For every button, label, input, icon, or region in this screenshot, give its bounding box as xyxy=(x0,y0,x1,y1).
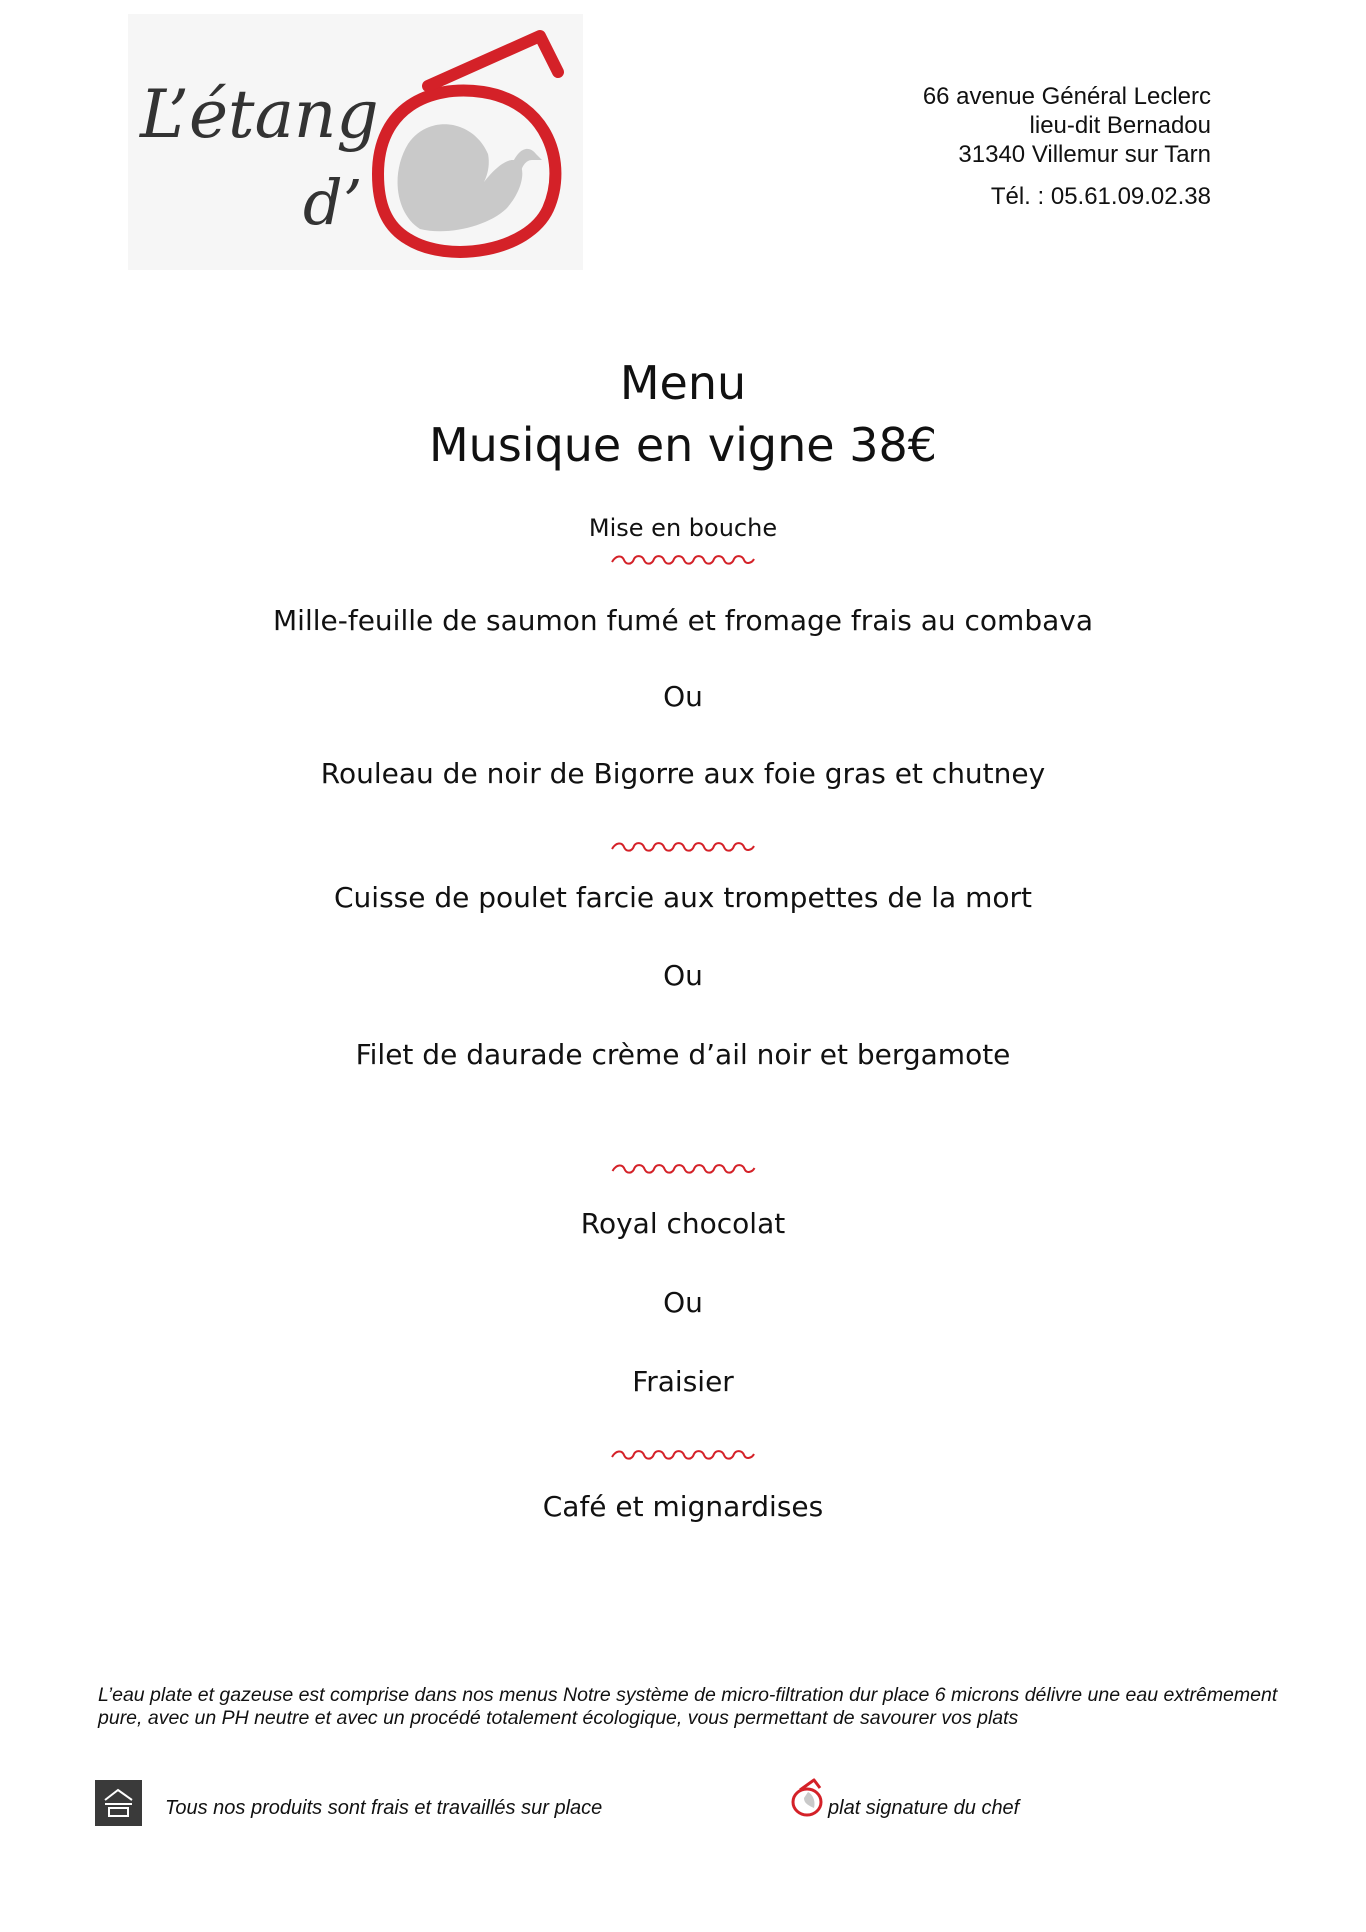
ornament-icon xyxy=(608,1448,758,1462)
ornament-divider-1 xyxy=(0,552,1366,566)
dessert-option-2: Fraisier xyxy=(632,1365,734,1398)
ornament-divider-4 xyxy=(0,1447,1366,1461)
starter-option-2: Rouleau de noir de Bigorre aux foie gras et chutney xyxy=(320,757,1046,790)
house-made-icon xyxy=(95,1780,142,1826)
logo-text-line1: L’étang xyxy=(140,76,379,153)
or-label-2: Ou xyxy=(663,959,703,992)
signature-o-icon xyxy=(790,1776,828,1818)
main-option-1: Cuisse de poulet farcie aux trompettes de la mort xyxy=(334,881,1032,914)
address-city: 31340 Villemur sur Tarn xyxy=(958,141,1211,168)
amuse-bouche-label: Mise en bouche xyxy=(588,514,778,542)
ornament-icon xyxy=(601,1162,766,1176)
ornament-icon xyxy=(608,840,758,854)
logo-text-line2: d’ xyxy=(303,166,363,239)
restaurant-logo xyxy=(128,14,583,270)
menu-title-block xyxy=(0,352,1366,476)
main-option-2: Filet de daurade crème d’ail noir et bergamote xyxy=(355,1038,1011,1071)
address-phone: Tél. : 05.61.09.02.38 xyxy=(990,183,1211,210)
ornament-icon xyxy=(608,553,758,567)
homemade-text: Tous nos produits sont frais et travaillés sur place xyxy=(165,1797,603,1819)
or-label-1: Ou xyxy=(663,680,703,713)
or-label-3: Ou xyxy=(663,1286,703,1319)
signature-text: plat signature du chef xyxy=(828,1797,1020,1819)
ornament-divider-3 xyxy=(0,1161,1366,1175)
coffee-item: Café et mignardises xyxy=(542,1490,824,1523)
water-note: L’eau plate et gazeuse est comprise dans nos menus Notre système de micro-filtration dur place 6 microns délivre une eau extrêmement pure, avec un PH neutre et avec un procédé totalement écologique, vous permettant de savourer vos plats xyxy=(98,1684,1278,1729)
restaurant-address xyxy=(923,82,1211,211)
dessert-option-1: Royal chocolat xyxy=(580,1207,786,1240)
starter-option-1: Mille-feuille de saumon fumé et fromage frais au combava xyxy=(273,604,1093,637)
address-street: 66 avenue Général Leclerc xyxy=(922,83,1211,110)
menu-subtitle: Musique en vigne 38€ xyxy=(428,418,938,472)
ornament-divider-2 xyxy=(0,839,1366,853)
address-place: lieu-dit Bernadou xyxy=(1029,112,1211,139)
menu-title: Menu xyxy=(619,356,747,410)
